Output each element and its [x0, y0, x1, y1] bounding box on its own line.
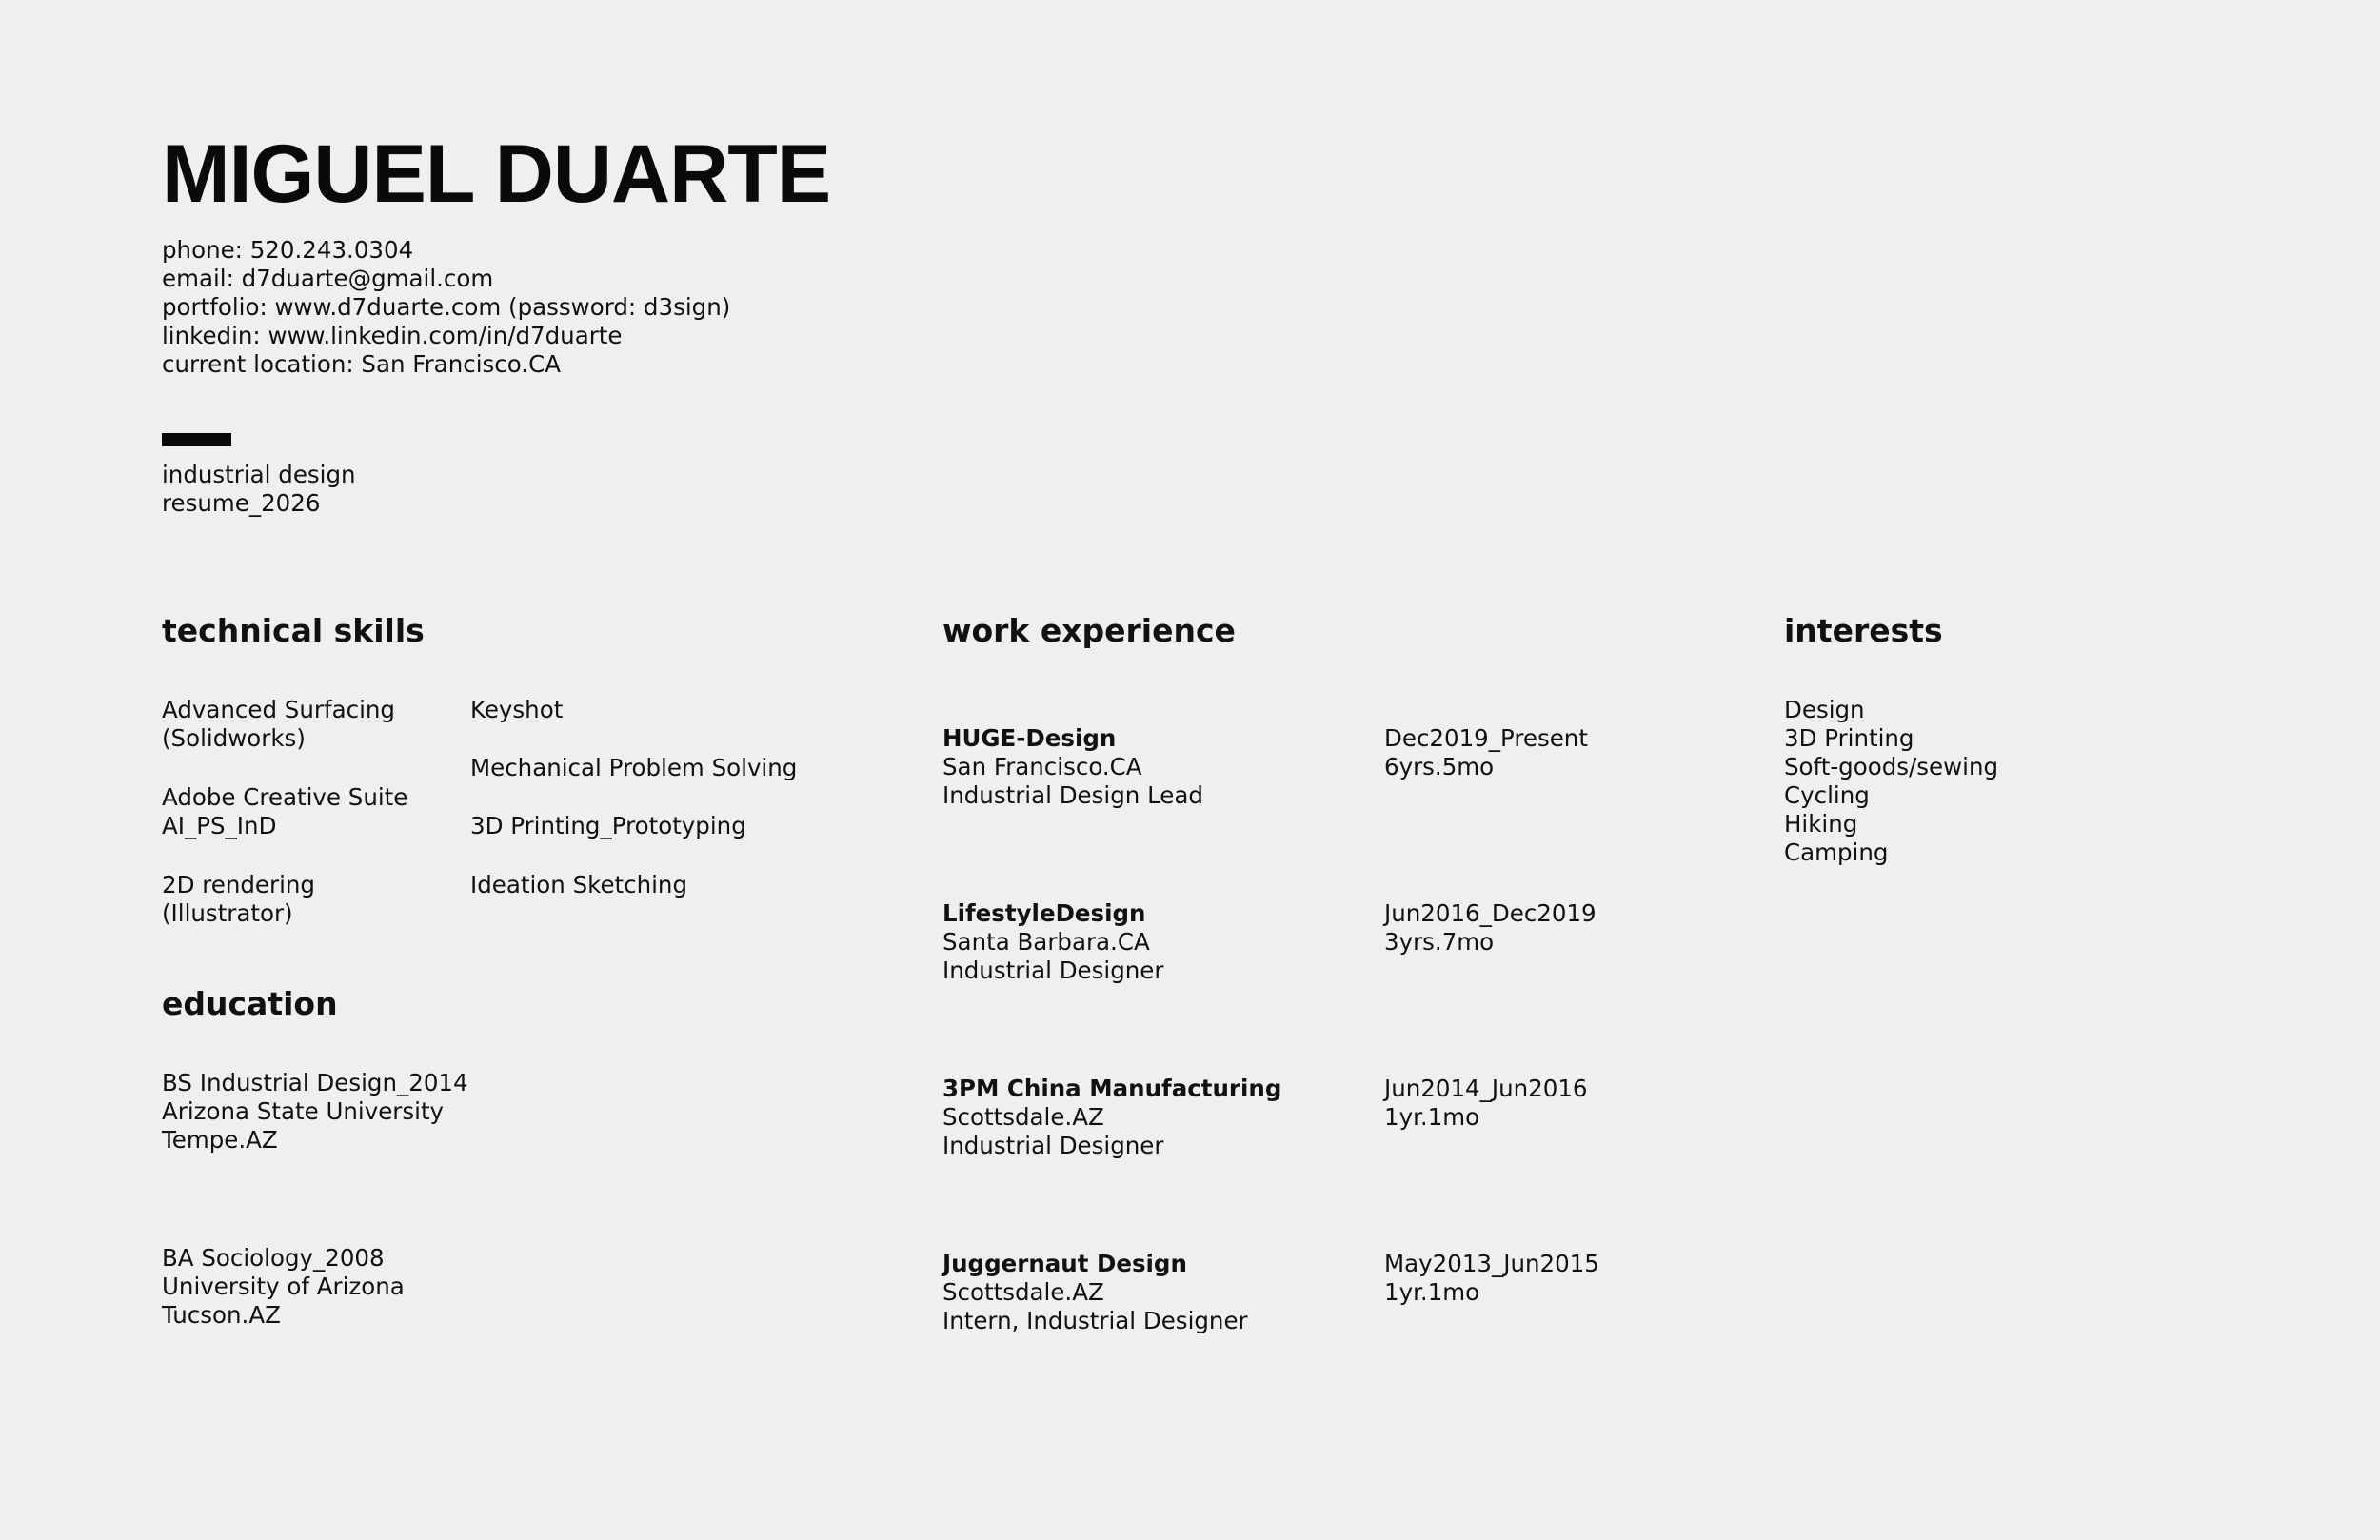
skill-item: 3D Printing_Prototyping	[470, 812, 746, 839]
job-location: Scottsdale.AZ	[942, 1278, 1104, 1306]
skill-item: Adobe Creative Suite AI_PS_InD	[162, 783, 408, 839]
skill-item: 2D rendering (Illustrator)	[162, 871, 315, 927]
job-entry	[942, 724, 1203, 810]
job-dates: Jun2016_Dec2019 3yrs.7mo	[1384, 899, 1597, 956]
discipline-text: industrial design	[162, 461, 356, 488]
technical-skills-heading: technical skills	[162, 612, 425, 649]
job-entry	[942, 899, 1163, 985]
interest-item: Design	[1784, 696, 1865, 723]
job-location: San Francisco.CA	[942, 753, 1142, 780]
job-role: Intern, Industrial Designer	[942, 1307, 1248, 1334]
phone-text: phone: 520.243.0304	[162, 236, 414, 264]
skill-item: Keyshot	[470, 696, 564, 723]
interest-item: Hiking	[1784, 810, 1858, 838]
section-divider	[162, 433, 231, 446]
page-title: MIGUEL DUARTE	[162, 128, 831, 220]
education-entry: BS Industrial Design_2014 Arizona State University Tempe.AZ	[162, 1069, 468, 1154]
education-heading: education	[162, 985, 338, 1022]
job-location: Santa Barbara.CA	[942, 928, 1150, 956]
portfolio-text: portfolio: www.d7duarte.com (password: d3sign)	[162, 293, 731, 321]
skill-item: Advanced Surfacing (Solidworks)	[162, 696, 395, 752]
job-entry	[942, 1075, 1281, 1160]
company-name: Juggernaut Design	[942, 1250, 1187, 1277]
linkedin-text: linkedin: www.linkedin.com/in/d7duarte	[162, 322, 623, 349]
location-text: current location: San Francisco.CA	[162, 350, 561, 378]
job-role: Industrial Designer	[942, 1132, 1164, 1159]
job-role: Industrial Designer	[942, 957, 1164, 984]
company-name: LifestyleDesign	[942, 899, 1146, 927]
interests-heading: interests	[1784, 612, 1943, 649]
job-entry	[942, 1250, 1248, 1335]
job-dates: May2013_Jun2015 1yr.1mo	[1384, 1250, 1599, 1306]
interests-list	[1784, 696, 1998, 867]
contact-info	[162, 236, 730, 379]
skill-item: Mechanical Problem Solving	[470, 754, 798, 781]
interest-item: Cycling	[1784, 781, 1870, 809]
company-name: HUGE-Design	[942, 724, 1117, 752]
education-entry: BA Sociology_2008 University of Arizona Tucson.AZ	[162, 1244, 405, 1329]
interest-item: Soft-goods/sewing	[1784, 753, 1999, 780]
job-dates: Jun2014_Jun2016 1yr.1mo	[1384, 1075, 1588, 1131]
job-dates: Dec2019_Present 6yrs.5mo	[1384, 724, 1588, 780]
email-text: email: d7duarte@gmail.com	[162, 265, 494, 292]
job-location: Scottsdale.AZ	[942, 1103, 1104, 1131]
job-role: Industrial Design Lead	[942, 781, 1203, 809]
skill-item: Ideation Sketching	[470, 871, 688, 898]
resume-version-text: resume_2026	[162, 489, 321, 517]
interest-item: 3D Printing	[1784, 724, 1914, 752]
work-experience-heading: work experience	[942, 612, 1236, 649]
resume-tagline	[162, 461, 356, 518]
company-name: 3PM China Manufacturing	[942, 1075, 1282, 1102]
interest-item: Camping	[1784, 839, 1889, 866]
